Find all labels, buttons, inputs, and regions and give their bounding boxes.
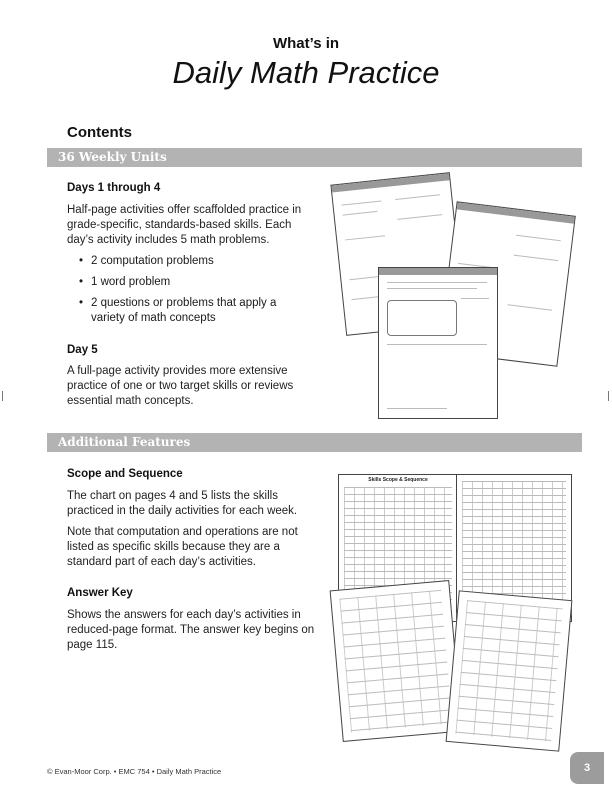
- answer-key-thumbnail: [446, 590, 573, 751]
- scope-heading: Scope and Sequence: [67, 468, 183, 480]
- day-5-text: A full-page activity provides more extensive practice of one or two target skills or reviews essential math concepts.: [67, 365, 294, 407]
- section-bar-additional-features: [47, 433, 582, 452]
- bullet-list: [67, 254, 317, 332]
- answer-key-text: Shows the answers for each day’s activities in reduced-page format. The answer key begins on page 115.: [67, 609, 315, 651]
- scope-text-2: Note that computation and operations are not listed as specific skills because they are a standard part of each day’s activities.: [67, 526, 298, 568]
- answer-key-heading: Answer Key: [67, 587, 133, 599]
- section-label: Additional Features: [58, 435, 191, 449]
- title-small: What’s in: [272, 35, 340, 52]
- list-item: • 2 computation problems: [67, 254, 317, 269]
- section-bar-weekly-units: [47, 148, 582, 167]
- page-title: Daily Math Practice: [172, 55, 440, 90]
- page-number: 3: [570, 752, 604, 784]
- days-1-4-heading: Days 1 through 4: [67, 182, 161, 194]
- scope-thumb-title: Skills Scope & Sequence: [368, 477, 428, 483]
- activity-page-thumbnail: [378, 267, 498, 419]
- footer-credit: © Evan-Moor Corp. • EMC 754 • Daily Math Practice: [47, 767, 222, 776]
- margin-tick: [608, 391, 609, 401]
- section-label: 36 Weekly Units: [58, 150, 167, 164]
- day-5-heading: Day 5: [67, 344, 98, 356]
- margin-tick: [2, 391, 3, 401]
- contents-heading: Contents: [67, 124, 132, 141]
- scope-text-1: The chart on pages 4 and 5 lists the skills practiced in the daily activities for each week.: [67, 490, 298, 517]
- list-item: • 1 word problem: [67, 275, 317, 290]
- list-item: • 2 questions or problems that apply a variety of math concepts: [67, 296, 311, 326]
- days-1-4-text: Half-page activities offer scaffolded practice in grade-specific, standards-based skills. Each day’s activity includes 5 math problems.: [67, 204, 302, 246]
- answer-key-thumbnail: [330, 580, 463, 742]
